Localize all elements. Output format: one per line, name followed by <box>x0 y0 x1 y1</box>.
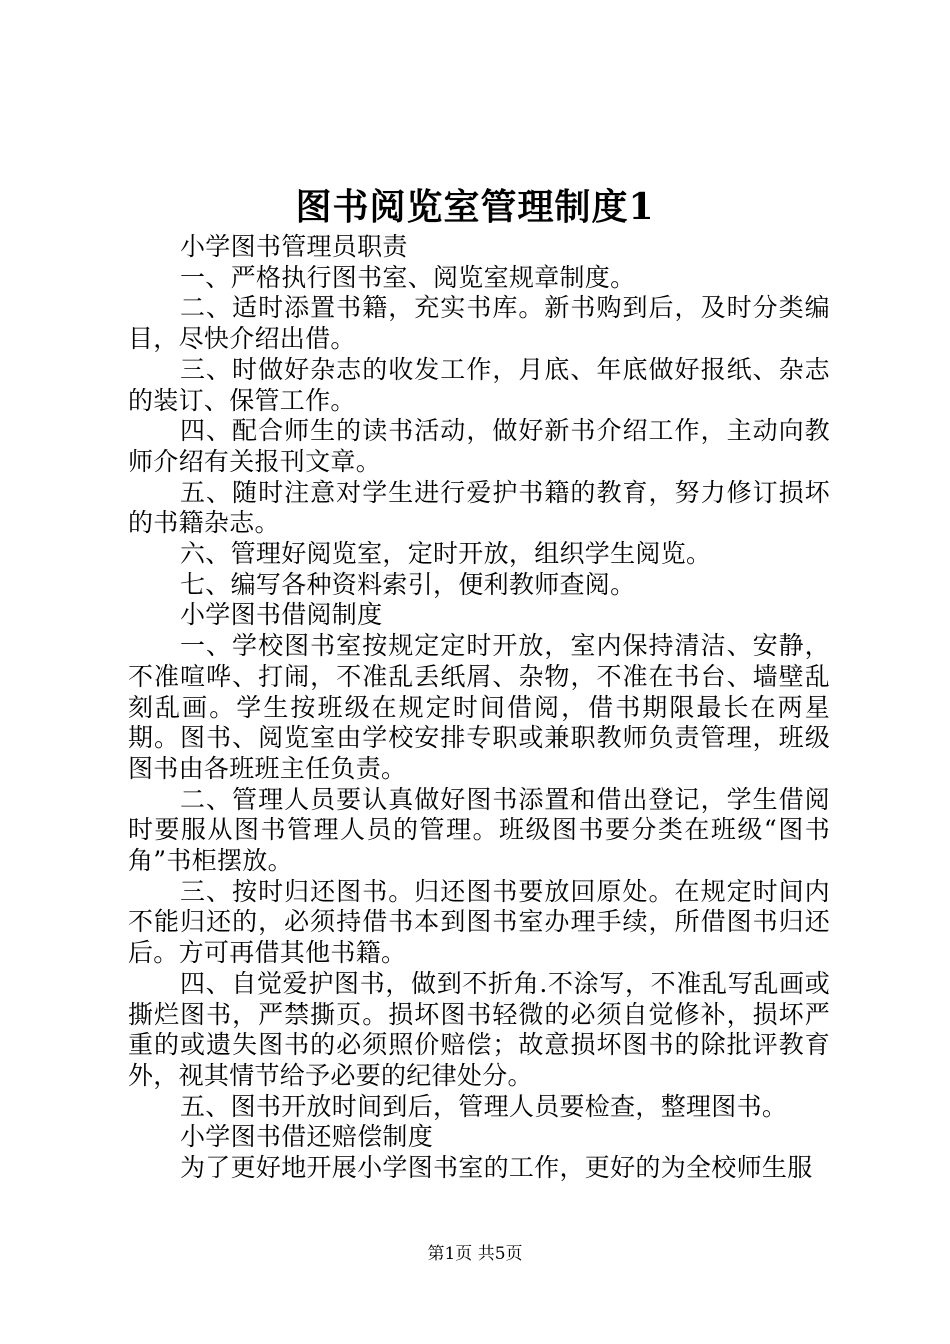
paragraph: 三、时做好杂志的收发工作，月底、年底做好报纸、杂志的装订、保管工作。 <box>128 354 830 415</box>
paragraph: 五、随时注意对学生进行爱护书籍的教育，努力修订损坏的书籍杂志。 <box>128 477 830 538</box>
document-body <box>128 232 830 1184</box>
paragraph: 六、管理好阅览室，定时开放，组织学生阅览。 <box>180 539 712 569</box>
paragraph: 四、自觉爱护图书，做到不折角.不涂写，不准乱写乱画或撕烂图书，严禁撕页。损坏图书轻微的必须自觉修补，损坏严重的或遗失图书的必须照价赔偿；故意损坏图书的除批评教育外，视其情节给予必要的纪律处分。 <box>128 968 830 1090</box>
paragraph: 三、按时归还图书。归还图书要放回原处。在规定时间内不能归还的，必须持借书本到图书室办理手续，所借图书归还后。方可再借其他书籍。 <box>128 876 830 968</box>
section-heading: 小学图书管理员职责 <box>180 232 408 261</box>
paragraph: 一、严格执行图书室、阅览室规章制度。 <box>180 262 636 292</box>
section-heading: 小学图书借还赔偿制度 <box>180 1122 434 1152</box>
section-heading: 小学图书借阅制度 <box>180 600 383 630</box>
page-footer: 第1页 共5页 <box>427 1244 523 1264</box>
document-title: 图书阅览室管理制度1 <box>295 186 655 228</box>
paragraph: 五、图书开放时间到后，管理人员要检查，整理图书。 <box>180 1091 788 1121</box>
paragraph: 为了更好地开展小学图书室的工作，更好的为全校师生服 <box>180 1153 813 1183</box>
paragraph: 七、编写各种资料索引，便利教师查阅。 <box>180 569 636 599</box>
paragraph: 二、管理人员要认真做好图书添置和借出登记，学生借阅时要服从图书管理人员的管理。班级图书要分类在班级“图书角”书柜摆放。 <box>128 784 830 876</box>
paragraph: 二、适时添置书籍，充实书库。新书购到后，及时分类编目，尽快介绍出借。 <box>128 293 830 354</box>
paragraph: 一、学校图书室按规定定时开放，室内保持清洁、安静，不准喧哗、打闹，不准乱丢纸屑、杂物，不准在书台、墙壁乱刻乱画。学生按班级在规定时间借阅，借书期限最长在两星期。图书、阅览室由学校安排专职或兼职教师负责管理，班级图书由各班班主任负责。 <box>128 631 830 783</box>
paragraph: 四、配合师生的读书活动，做好新书介绍工作，主动向教师介绍有关报刊文章。 <box>128 416 830 476</box>
